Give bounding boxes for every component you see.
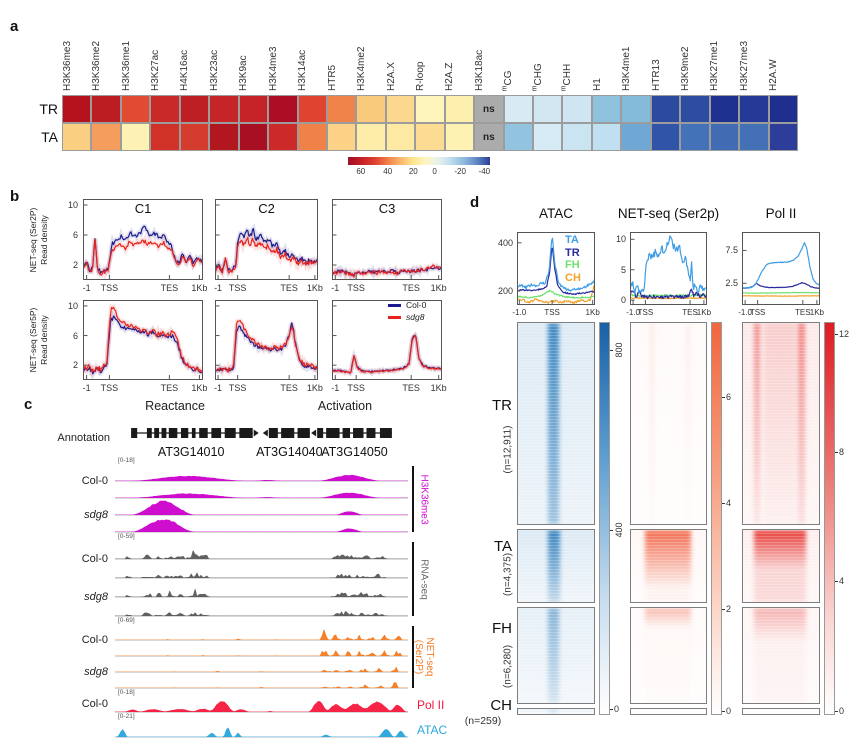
sample-label: Col-0	[81, 634, 108, 646]
heatmap-cell	[91, 123, 120, 151]
colorbar-tick-mark	[722, 503, 725, 504]
heatmap-cell	[356, 123, 385, 151]
heatmap-cell	[533, 123, 562, 151]
heatmap-cell	[327, 95, 356, 123]
x-tick-label: -1	[82, 283, 91, 293]
heatmap-cell	[386, 95, 415, 123]
x-tick-label: TSS	[228, 283, 247, 293]
heatmap-column-label	[239, 8, 268, 93]
region-label: Activation	[317, 399, 373, 413]
sample-label: sdg8	[84, 666, 108, 678]
column-label-text: HTR13	[650, 59, 662, 91]
x-tick-label: TSS	[347, 283, 365, 293]
ns-text: ns	[483, 131, 495, 143]
x-tick-label: TSS	[749, 308, 766, 317]
colorbar	[348, 157, 490, 165]
x-tick-label: -1	[214, 283, 223, 293]
heatmap-row-label: TR	[39, 101, 58, 117]
heatmap-column-label	[415, 8, 444, 93]
profile-plot-b	[332, 300, 442, 380]
heatmap-row-noise	[743, 709, 819, 714]
colorbar-tick-mark	[722, 609, 725, 610]
y-tick-label: 10	[615, 234, 626, 245]
y-tick-label: 2	[72, 360, 78, 371]
heat-row-label: TR	[492, 397, 512, 415]
y-tick-label: 0	[620, 295, 626, 306]
heatmap-cell	[474, 95, 503, 123]
colorbar-tick-label: 4	[839, 576, 845, 587]
annotation-label: Annotation	[57, 432, 110, 444]
heatmap-cell	[710, 123, 739, 151]
heatmap-cell	[121, 123, 150, 151]
heatmap-group-CH	[517, 708, 595, 715]
heatmap-cell	[680, 123, 709, 151]
signal-track	[115, 579, 408, 598]
heatmap-group-FH	[517, 607, 595, 704]
heatmap-column-label	[150, 8, 179, 93]
heatmap-column-label	[268, 8, 297, 93]
x-tick-label: -1.0	[626, 308, 640, 317]
signal-track	[115, 499, 408, 516]
column-label-text: H3K27me3	[738, 40, 750, 91]
colorbar-tick: 60	[356, 167, 366, 176]
heatmap-row-noise	[631, 530, 706, 602]
heatmap-column-label	[356, 8, 385, 93]
sample-label: sdg8	[84, 591, 108, 603]
signal-track	[115, 697, 408, 713]
heatmap-cell	[710, 95, 739, 123]
heatmap-cell	[150, 95, 179, 123]
column-label-text: H3K36me3	[61, 40, 73, 91]
x-tick-label: TSS	[100, 283, 119, 293]
colorbar-tick: -20	[454, 167, 466, 176]
assay-label: Pol II	[417, 698, 445, 712]
x-tick-label: 1Kb	[809, 308, 824, 317]
colorbar-tick-mark	[722, 711, 725, 712]
heatmap-column-label	[386, 8, 415, 93]
heatmap-cell	[474, 123, 503, 151]
colorbar-tick-label: 6	[726, 391, 732, 402]
heat-row-label: TA	[493, 538, 512, 556]
assay-label-line: H3K36me3	[418, 473, 430, 525]
heatmap-column-label	[621, 8, 650, 93]
heatmap-cell	[268, 123, 297, 151]
signal-track	[115, 516, 408, 533]
heatmap-cell	[415, 95, 444, 123]
signal-track	[115, 560, 408, 579]
assay-bracket	[412, 542, 414, 616]
panel-b-label: b	[10, 188, 20, 205]
column-label-text: $^m$CHH	[560, 63, 574, 91]
colorbar-tick-label: 800	[614, 341, 624, 358]
y-axis-label-line: Read density	[39, 214, 49, 265]
heatmap-column-label	[710, 8, 739, 93]
heat-row-count: (n=4,375)	[502, 553, 514, 597]
x-tick-label: TES	[160, 283, 179, 293]
y-axis-label-line: NET-seq (Ser5P)	[28, 307, 38, 373]
gene-annotation	[115, 420, 408, 446]
x-tick-label: TES	[280, 283, 298, 293]
colorbar-tick-mark	[610, 530, 613, 531]
profile-plot-d	[742, 232, 820, 305]
gene-name: AT3G14050	[321, 445, 388, 459]
heat-row-count: (n=12,911)	[502, 425, 514, 474]
y-axis-label	[28, 298, 52, 382]
column-label-text: HTR5	[326, 64, 338, 91]
heatmap-group-FH	[742, 607, 820, 704]
heatmap-colorbar	[824, 322, 835, 715]
heatmap-cell	[121, 95, 150, 123]
heatmap-column-label	[62, 8, 91, 93]
x-tick-label: 1Kb	[585, 308, 600, 317]
x-tick-label: TSS	[347, 383, 365, 393]
column-label-text: H3K18ac	[473, 49, 485, 91]
y-tick-label: 6	[72, 330, 78, 341]
x-tick-label: TES	[402, 283, 420, 293]
colorbar-tick: 0	[432, 167, 437, 176]
heatmap-cell	[739, 95, 768, 123]
sample-label: Col-0	[81, 698, 108, 710]
heatmap-cell	[562, 123, 591, 151]
profile-plot-b	[215, 300, 318, 380]
heatmap-group-TA	[742, 529, 820, 603]
heatmap-cell	[62, 95, 91, 123]
heatmap-column-label	[739, 8, 768, 93]
column-label-text: $^m$CG	[501, 70, 515, 91]
heatmap-column-label	[209, 8, 238, 93]
x-tick-label: 1Kb	[191, 283, 208, 293]
x-tick-label: -1	[214, 383, 223, 393]
heatmap-row-noise	[743, 530, 819, 602]
signal-track	[115, 598, 408, 617]
heatmap-cell	[180, 95, 209, 123]
track-scale: [0-18]	[118, 689, 135, 696]
signal-track	[115, 721, 408, 738]
track-baseline	[115, 688, 408, 689]
panel-c-label: c	[24, 396, 33, 413]
heatmap-cell	[651, 123, 680, 151]
column-label-text: H3K27me1	[709, 40, 721, 91]
colorbar-tick-mark	[835, 711, 838, 712]
column-label-text: H3K4me1	[621, 46, 633, 91]
heatmap-group-CH	[742, 708, 820, 715]
colorbar-tick-label: 0	[614, 704, 620, 715]
profile-plot-b	[83, 300, 203, 380]
heatmap-group-FH	[630, 607, 707, 704]
track-scale: [0-21]	[118, 713, 135, 720]
x-tick-label: TES	[795, 308, 811, 317]
heatmap-column-label	[121, 8, 150, 93]
assay-label	[419, 459, 430, 539]
column-label-text: H3K27ac	[150, 49, 162, 91]
heatmap-cell	[386, 123, 415, 151]
x-tick-label: TES	[682, 308, 698, 317]
region-label: Reactance	[145, 399, 205, 413]
x-tick-label: -1	[82, 383, 91, 393]
legend-swatch	[388, 316, 401, 319]
heatmap-column-label	[180, 8, 209, 93]
y-tick-label: 6	[72, 230, 78, 240]
heatmap-cell	[621, 123, 650, 151]
colorbar-tick-label: 0	[726, 706, 732, 717]
heatmap-column-label	[327, 8, 356, 93]
signal-track	[115, 541, 408, 560]
y-tick-label: 2	[72, 260, 78, 270]
heatmap-column-label	[298, 8, 327, 93]
heatmap-cell	[239, 123, 268, 151]
heatmap-column-label	[474, 8, 503, 93]
heatmap-row-noise	[518, 709, 594, 714]
assay-title: ATAC	[538, 206, 573, 221]
heatmap-cell	[592, 95, 621, 123]
heatmap-cell	[298, 123, 327, 151]
heatmap-column-label	[501, 8, 533, 93]
profile-plot-d	[517, 232, 595, 305]
y-tick-label: 7.5	[725, 245, 738, 256]
signal-track	[115, 482, 408, 499]
column-label-text: H3K4me2	[356, 46, 368, 91]
heatmap-cell	[680, 95, 709, 123]
track-scale: [0-59]	[118, 533, 135, 540]
column-label-text: H3K36me1	[120, 40, 132, 91]
y-tick-label: 10	[67, 200, 78, 210]
heatmap-cell	[356, 95, 385, 123]
heat-row-count: (n=6,280)	[502, 644, 514, 688]
heatmap-cell	[209, 95, 238, 123]
x-tick-label: 1Kb	[430, 283, 447, 293]
heatmap-column-label	[445, 8, 474, 93]
assay-label-line: (Ser2P)	[413, 639, 424, 675]
legend-label: CH	[565, 271, 581, 284]
x-tick-label: TSS	[228, 383, 247, 393]
column-label-text: H3K9me2	[679, 46, 691, 91]
heatmap-cell	[504, 95, 533, 123]
x-tick-label: 1Kb	[306, 283, 323, 293]
legend-swatch	[388, 304, 401, 307]
legend-label: sdg8	[406, 312, 425, 322]
x-tick-label: TSS	[637, 308, 654, 317]
column-label-text: R-loop	[414, 61, 426, 91]
heatmap-column-label	[680, 8, 709, 93]
plot-title: C1	[134, 201, 152, 216]
profile-plot-d	[630, 232, 707, 305]
x-tick-label: -1.0	[512, 308, 527, 317]
signal-track	[115, 465, 408, 482]
x-tick-label: TES	[280, 383, 298, 393]
column-label-text: H2A.W	[768, 59, 780, 91]
heatmap-row-label: TA	[41, 129, 58, 145]
x-tick-label: 1Kb	[430, 383, 447, 393]
heatmap-cell	[239, 95, 268, 123]
heatmap-row-noise	[743, 608, 819, 703]
heatmap-column-label	[651, 8, 680, 93]
y-axis-label-line: Read density	[39, 315, 49, 365]
heatmap-cell	[739, 123, 768, 151]
colorbar-tick-label: 12	[839, 328, 850, 339]
column-label-text: H3K14ac	[297, 49, 309, 91]
heatmap-group-TR	[630, 322, 707, 525]
colorbar-tick-mark	[610, 709, 613, 710]
heatmap-column-label	[533, 8, 562, 93]
column-label-text: H1	[591, 78, 603, 91]
column-label-text: H4K16ac	[179, 49, 191, 91]
heatmap-row-noise	[631, 709, 706, 714]
heatmap-row-noise	[518, 323, 594, 524]
heatmap-cell	[445, 123, 474, 151]
column-label-text: H3K4me3	[267, 46, 279, 91]
heatmap-row-noise	[518, 530, 594, 602]
sample-label: Col-0	[81, 475, 108, 487]
assay-label-line: NET-seq	[424, 637, 435, 677]
heatmap-cell	[298, 95, 327, 123]
heatmap-column-label	[592, 8, 621, 93]
y-axis-label	[28, 198, 52, 282]
signal-track	[115, 641, 408, 657]
y-tick-label: 10	[67, 300, 78, 311]
colorbar-tick-label: 4	[726, 497, 732, 508]
plot-title: C3	[378, 201, 396, 216]
y-tick-label: 2.5	[725, 278, 738, 289]
assay-label: ATAC	[417, 722, 448, 737]
legend-label: TA	[565, 234, 579, 246]
heatmap-group-TR	[742, 322, 820, 525]
x-tick-label: 1Kb	[696, 308, 712, 317]
heatmap-cell	[445, 95, 474, 123]
colorbar-tick-label: 400	[614, 522, 624, 538]
column-label-text: H3K23ac	[208, 49, 220, 91]
assay-bracket	[412, 466, 414, 532]
heatmap-cell	[769, 123, 798, 151]
colorbar-tick-label: 2	[726, 603, 732, 614]
track-baseline	[115, 616, 408, 617]
colorbar-tick-label: 8	[839, 446, 845, 457]
heatmap-cell	[150, 123, 179, 151]
heatmap-column-label	[91, 8, 120, 93]
heat-row-count: (n=259)	[464, 715, 502, 727]
plot-title: C2	[258, 201, 275, 216]
y-axis-label-line: NET-seq (Ser2P)	[28, 207, 38, 272]
x-tick-label: -1	[331, 283, 340, 293]
sample-label: sdg8	[84, 509, 108, 521]
heatmap-cell	[91, 95, 120, 123]
colorbar-tick-mark	[835, 581, 838, 582]
x-tick-label: -1.0	[738, 308, 752, 317]
heatmap-column-label	[562, 8, 591, 93]
assay-label	[413, 617, 435, 697]
heatmap-column-label	[769, 8, 798, 93]
track-baseline	[115, 712, 408, 713]
heatmap-cell	[268, 95, 297, 123]
heatmap-cell	[209, 123, 238, 151]
heatmap-row-noise	[631, 323, 706, 524]
x-tick-label: TSS	[544, 308, 560, 317]
panel-a-label: a	[10, 18, 19, 35]
column-label-text: H3K9ac	[238, 55, 250, 91]
track-baseline	[115, 532, 408, 533]
colorbar-tick-mark	[835, 452, 838, 453]
colorbar-tick-mark	[610, 350, 613, 351]
heatmap-cell	[592, 123, 621, 151]
signal-track	[115, 625, 408, 641]
legend-label: TR	[565, 246, 580, 259]
gene-name: AT3G14040	[256, 445, 323, 459]
heatmap-row-noise	[631, 608, 706, 703]
colorbar-tick-mark	[722, 397, 725, 398]
y-tick-label: 200	[497, 285, 513, 296]
y-tick-label: 400	[497, 237, 513, 248]
gene-name: AT3G14010	[157, 445, 225, 459]
colorbar-tick: 40	[383, 167, 393, 176]
heat-row-label: CH	[490, 697, 512, 714]
assay-title: NET-seq (Ser2p)	[617, 206, 720, 221]
heatmap-group-TA	[630, 529, 707, 603]
signal-track	[115, 673, 408, 689]
heatmap-group-TR	[517, 322, 595, 525]
column-label-text: H2A.Z	[444, 62, 456, 91]
assay-label-line: RNA-seq	[418, 558, 430, 600]
legend-label: Col-0	[406, 300, 427, 310]
heatmap-cell	[327, 123, 356, 151]
signal-track	[115, 657, 408, 673]
heatmap-cell	[415, 123, 444, 151]
panel-d-label: d	[470, 194, 480, 211]
heatmap-group-TA	[517, 529, 595, 603]
sample-label: Col-0	[81, 553, 108, 565]
heat-row-label: FH	[492, 620, 512, 638]
heatmap-group-CH	[630, 708, 707, 715]
colorbar-tick: -40	[478, 167, 491, 176]
x-tick-label: 1Kb	[191, 383, 208, 393]
assay-title: Pol II	[765, 206, 797, 221]
ns-text: ns	[483, 103, 495, 115]
x-tick-label: -1	[331, 383, 340, 393]
heatmap-cell	[562, 95, 591, 123]
colorbar-tick-label: 0	[839, 706, 845, 717]
heatmap-cell	[769, 95, 798, 123]
colorbar-tick: 20	[408, 167, 418, 176]
heatmap-cell	[504, 123, 533, 151]
x-tick-label: TES	[160, 383, 179, 393]
heatmap-cell	[62, 123, 91, 151]
heatmap-cell	[180, 123, 209, 151]
column-label-text: H3K36me2	[91, 40, 103, 91]
x-tick-label: 1Kb	[306, 383, 323, 393]
heatmap-cell	[533, 95, 562, 123]
track-baseline	[115, 737, 408, 738]
x-tick-label: TSS	[100, 383, 119, 393]
legend-label: FH	[565, 259, 580, 271]
column-label-text: $^m$CHG	[531, 62, 544, 91]
y-tick-label: 5	[620, 264, 626, 275]
colorbar-tick-mark	[835, 334, 838, 335]
track-scale: [0-18]	[118, 457, 135, 464]
heatmap-cell	[621, 95, 650, 123]
heatmap-colorbar	[599, 322, 610, 715]
assay-label	[419, 539, 430, 619]
heatmap-cell	[651, 95, 680, 123]
track-scale: [0-69]	[118, 617, 135, 624]
column-label-text: H2A.X	[385, 62, 397, 91]
heatmap-row-noise	[743, 323, 819, 524]
heatmap-colorbar	[711, 322, 722, 715]
x-tick-label: TES	[402, 383, 420, 393]
heatmap-row-noise	[518, 608, 594, 703]
